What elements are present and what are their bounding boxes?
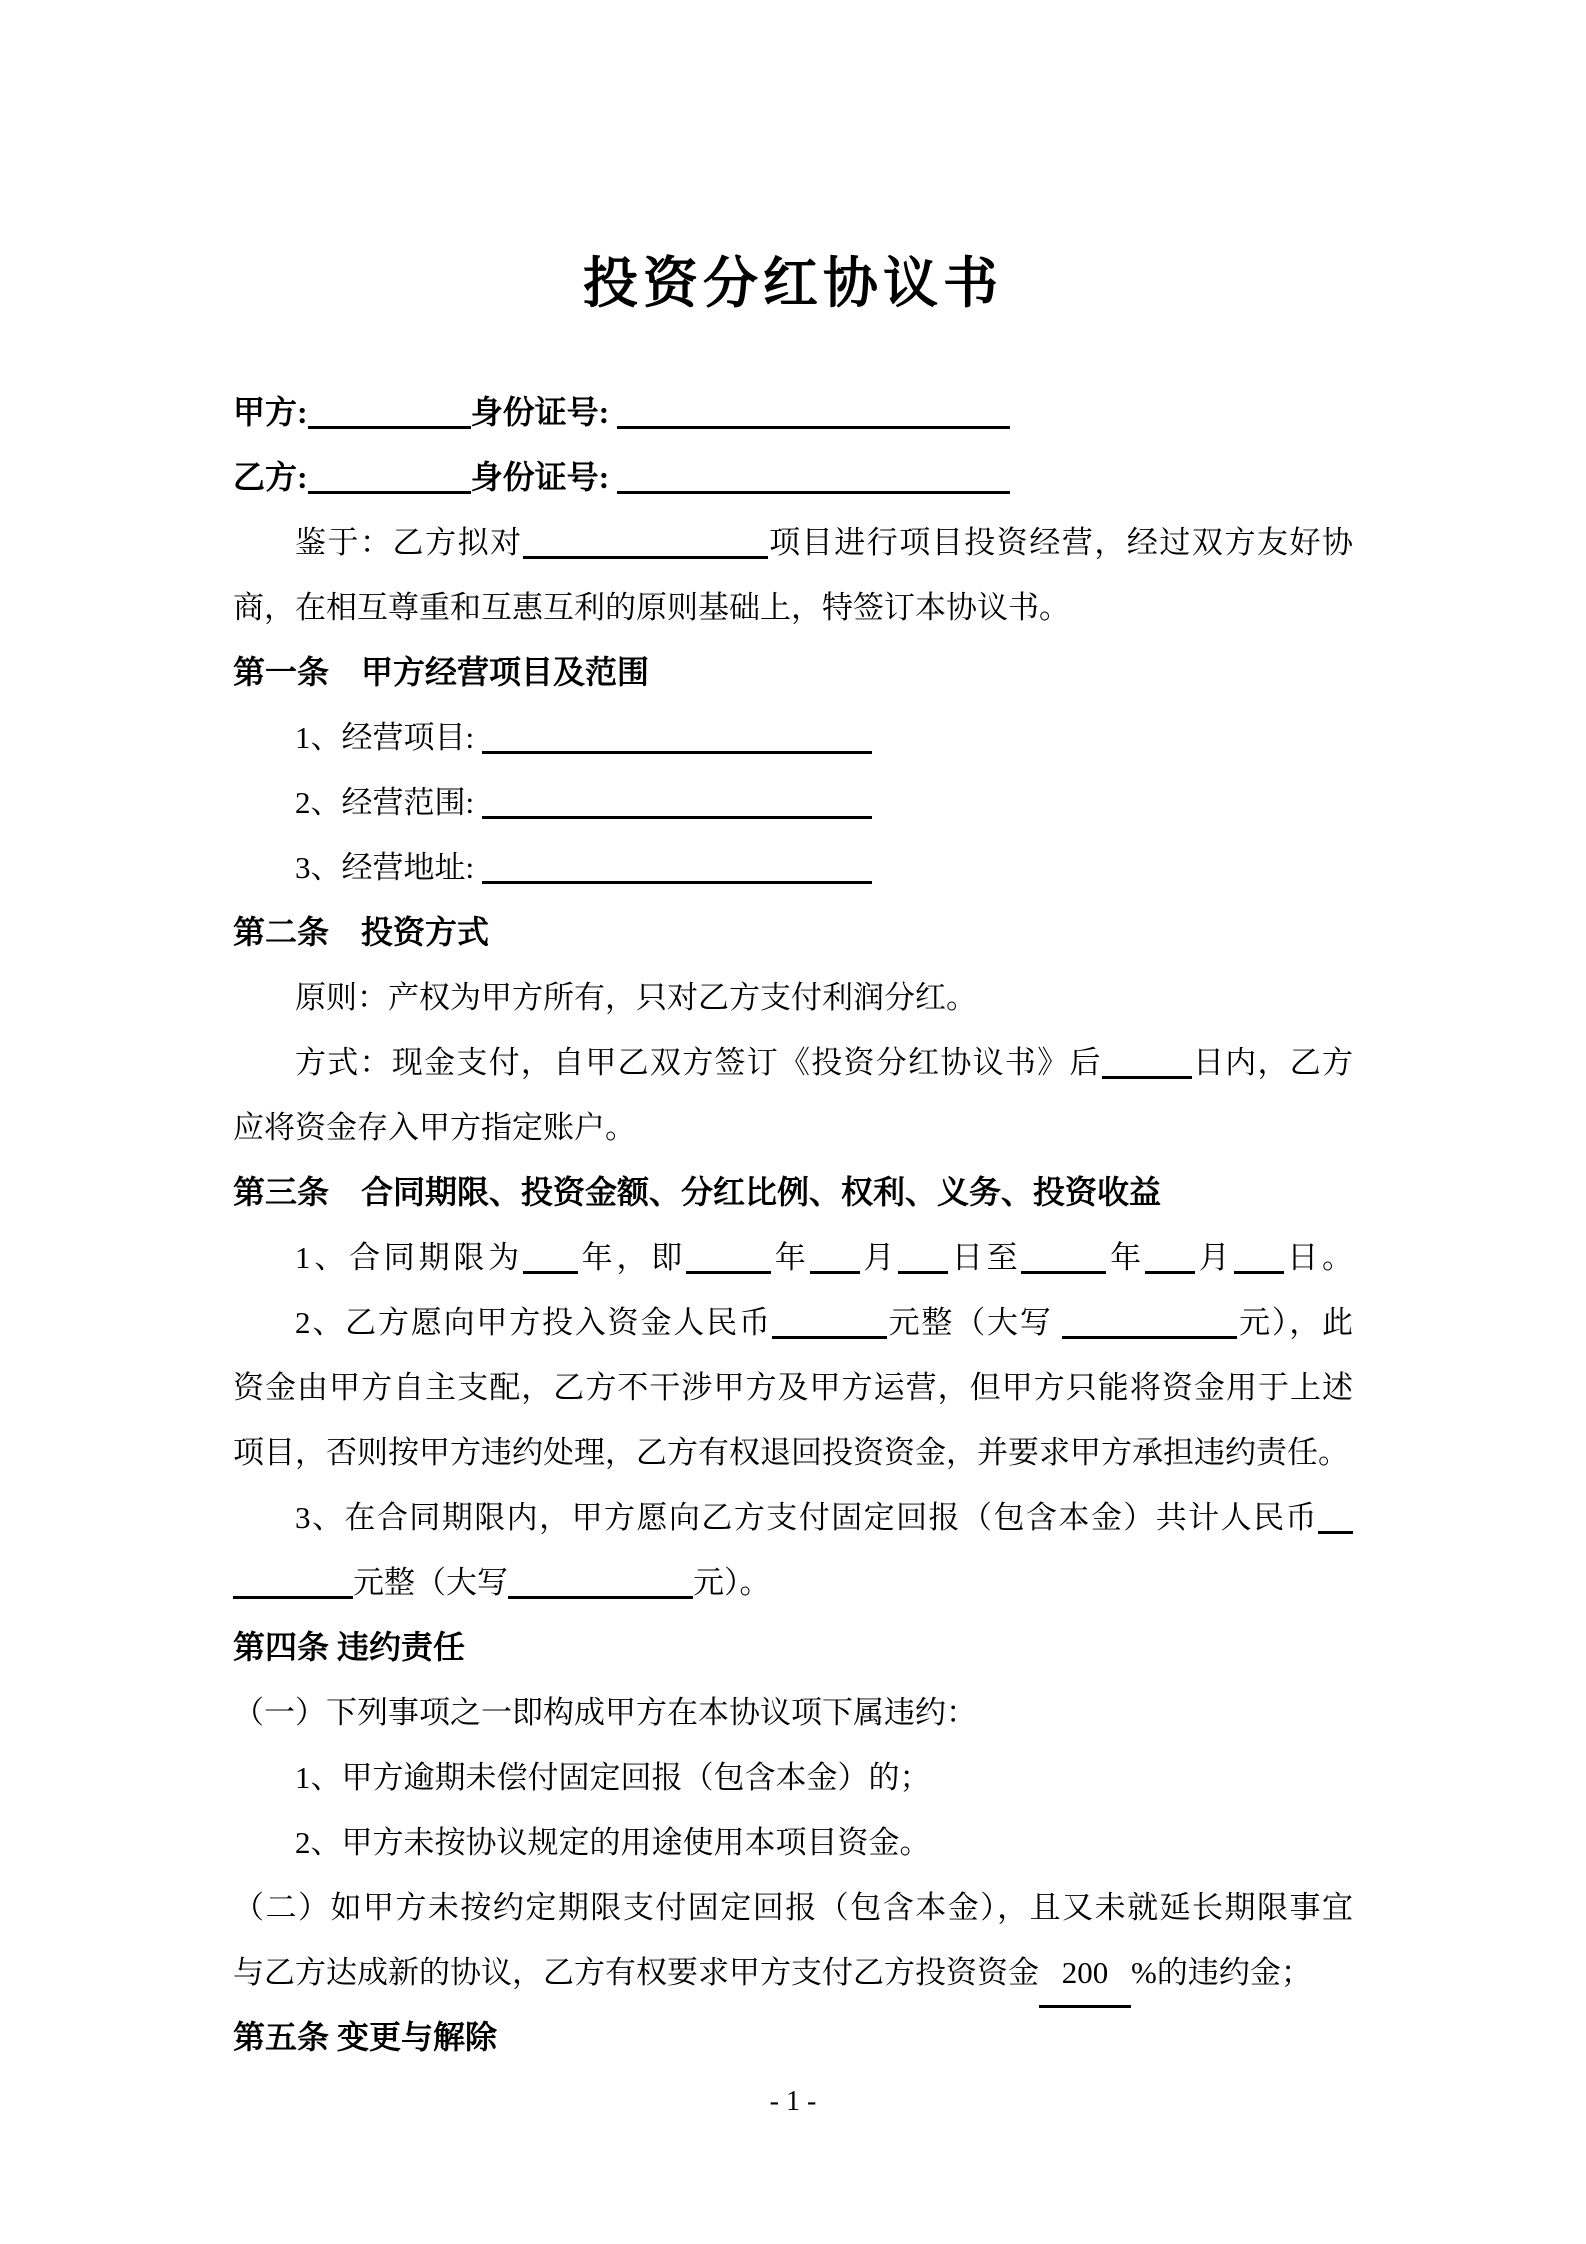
text-run: 身份证号: — [470, 459, 618, 495]
text-run: 元整（大写 — [353, 1565, 508, 1600]
para-breach-sub-1 — [233, 1745, 1353, 1810]
fill-in-blank — [482, 851, 872, 884]
text-run: 第五条 变更与解除 — [233, 2019, 498, 2055]
para-breach-item-1-intro — [233, 1680, 1353, 1745]
text-run: （二）如甲方未按约定期限支付固定回报（包含本金），且又未就延长期限事宜 — [233, 1890, 1353, 1925]
fill-in-blank-filled: 200 — [1039, 1940, 1131, 2008]
fill-in-blank — [1318, 1501, 1353, 1534]
fill-in-blank — [523, 1241, 578, 1274]
text-run: 元）。 — [693, 1565, 771, 1600]
para-breach-sub-2 — [233, 1810, 1353, 1875]
party-line-jiafang — [233, 380, 1353, 445]
para-investment-line-3 — [233, 1420, 1353, 1485]
fill-in-blank — [1062, 1306, 1237, 1339]
item-business-address — [233, 835, 1353, 900]
text-run: %的违约金； — [1131, 1955, 1312, 1990]
fill-in-blank — [617, 461, 1010, 494]
fill-in-blank — [1234, 1241, 1284, 1274]
fill-in-blank — [308, 461, 471, 494]
text-run: 年 — [771, 1240, 810, 1275]
text-run: 2、经营范围: — [295, 785, 482, 820]
heading-article-2 — [233, 900, 1353, 965]
text-run: 第一条 甲方经营项目及范围 — [233, 654, 650, 690]
document-content — [233, 248, 1353, 2070]
heading-article-3 — [233, 1160, 1353, 1225]
fill-in-blank — [482, 786, 872, 819]
text-run: 与乙方达成新的协议，乙方有权要求甲方支付乙方投资资金 — [233, 1955, 1039, 1990]
text-run: 身份证号: — [470, 394, 618, 430]
fill-in-blank — [233, 1566, 353, 1599]
heading-article-1 — [233, 640, 1353, 705]
para-breach-item-2-line-2 — [233, 1940, 1353, 2005]
fill-in-blank — [308, 396, 471, 429]
text-run: 3、在合同期限内，甲方愿向乙方支付固定回报（包含本金）共计人民币 — [295, 1500, 1318, 1535]
para-method-line-2 — [233, 1095, 1353, 1160]
fill-in-blank — [898, 1241, 948, 1274]
heading-article-4 — [233, 1615, 1353, 1680]
para-investment-line-1 — [233, 1290, 1353, 1355]
text-run: 商，在相互尊重和互惠互利的原则基础上，特签订本协议书。 — [233, 590, 1070, 625]
text-run: 项目，否则按甲方违约处理，乙方有权退回投资资金，并要求甲方承担违约责任。 — [233, 1435, 1349, 1470]
para-investment-line-2 — [233, 1355, 1353, 1420]
fill-in-blank — [810, 1241, 860, 1274]
text-run: 1、甲方逾期未偿付固定回报（包含本金）的； — [295, 1760, 931, 1795]
para-fixed-return-line-1 — [233, 1485, 1353, 1550]
text-run: 甲方: — [233, 394, 308, 430]
para-contract-term — [233, 1225, 1353, 1290]
page-number: - 1 - — [769, 2086, 817, 2117]
item-business-project — [233, 705, 1353, 770]
text-run: 项目进行项目投资经营，经过双方友好协 — [767, 525, 1353, 560]
text-run: 原则：产权为甲方所有，只对乙方支付利润分红。 — [295, 980, 977, 1015]
para-fixed-return-line-2 — [233, 1550, 1353, 1615]
text-run: 日。 — [1283, 1240, 1354, 1275]
para-method-line-1 — [233, 1030, 1353, 1095]
text-run: 年 — [1106, 1240, 1145, 1275]
text-run: 第二条 投资方式 — [233, 914, 490, 950]
item-business-scope — [233, 770, 1353, 835]
fill-in-blank — [617, 396, 1010, 429]
fill-in-blank — [1021, 1241, 1106, 1274]
text-run: 年，即 — [577, 1240, 686, 1275]
text-run: 元），此 — [1237, 1305, 1354, 1340]
text-run: 日内，乙方 — [1191, 1045, 1354, 1080]
text-run: 日至 — [948, 1240, 1022, 1275]
text-run: 元整（大写 — [886, 1305, 1063, 1340]
text-run: 第四条 违约责任 — [233, 1629, 466, 1665]
text-run: 应将资金存入甲方指定账户。 — [233, 1110, 636, 1145]
text-run: 1、经营项目: — [295, 720, 482, 755]
preamble-line-2 — [233, 575, 1353, 640]
text-run: 第三条 合同期限、投资金额、分红比例、权利、义务、投资收益 — [233, 1174, 1162, 1210]
para-principle — [233, 965, 1353, 1030]
fill-in-blank — [686, 1241, 771, 1274]
fill-in-blank — [1145, 1241, 1195, 1274]
fill-in-blank — [772, 1306, 887, 1339]
document-body — [233, 380, 1353, 2070]
text-run: 乙方: — [233, 459, 308, 495]
text-run: 2、甲方未按协议规定的用途使用本项目资金。 — [295, 1825, 931, 1860]
fill-in-blank — [523, 526, 768, 559]
heading-article-5 — [233, 2005, 1353, 2070]
party-line-yifang — [233, 445, 1353, 510]
fill-in-blank — [1102, 1046, 1192, 1079]
text-run: 方式：现金支付，自甲乙双方签订《投资分红协议书》后 — [295, 1045, 1102, 1080]
text-run: 月 — [859, 1240, 899, 1275]
preamble-line-1 — [233, 510, 1353, 575]
text-run: 鉴于：乙方拟对 — [295, 525, 523, 560]
text-run: 2、乙方愿向甲方投入资金人民币 — [295, 1305, 772, 1340]
text-run: 资金由甲方自主支配，乙方不干涉甲方及甲方运营，但甲方只能将资金用于上述 — [233, 1370, 1353, 1405]
fill-in-blank — [508, 1566, 693, 1599]
text-run: 3、经营地址: — [295, 850, 482, 885]
fill-in-blank — [482, 721, 872, 754]
document-title: 投资分红协议书 — [582, 253, 1003, 314]
para-breach-item-2-line-1 — [233, 1875, 1353, 1940]
text-run: 1、合同期限为 — [295, 1240, 523, 1275]
text-run: 月 — [1194, 1240, 1234, 1275]
text-run: （一）下列事项之一即构成甲方在本协议项下属违约： — [233, 1695, 977, 1730]
